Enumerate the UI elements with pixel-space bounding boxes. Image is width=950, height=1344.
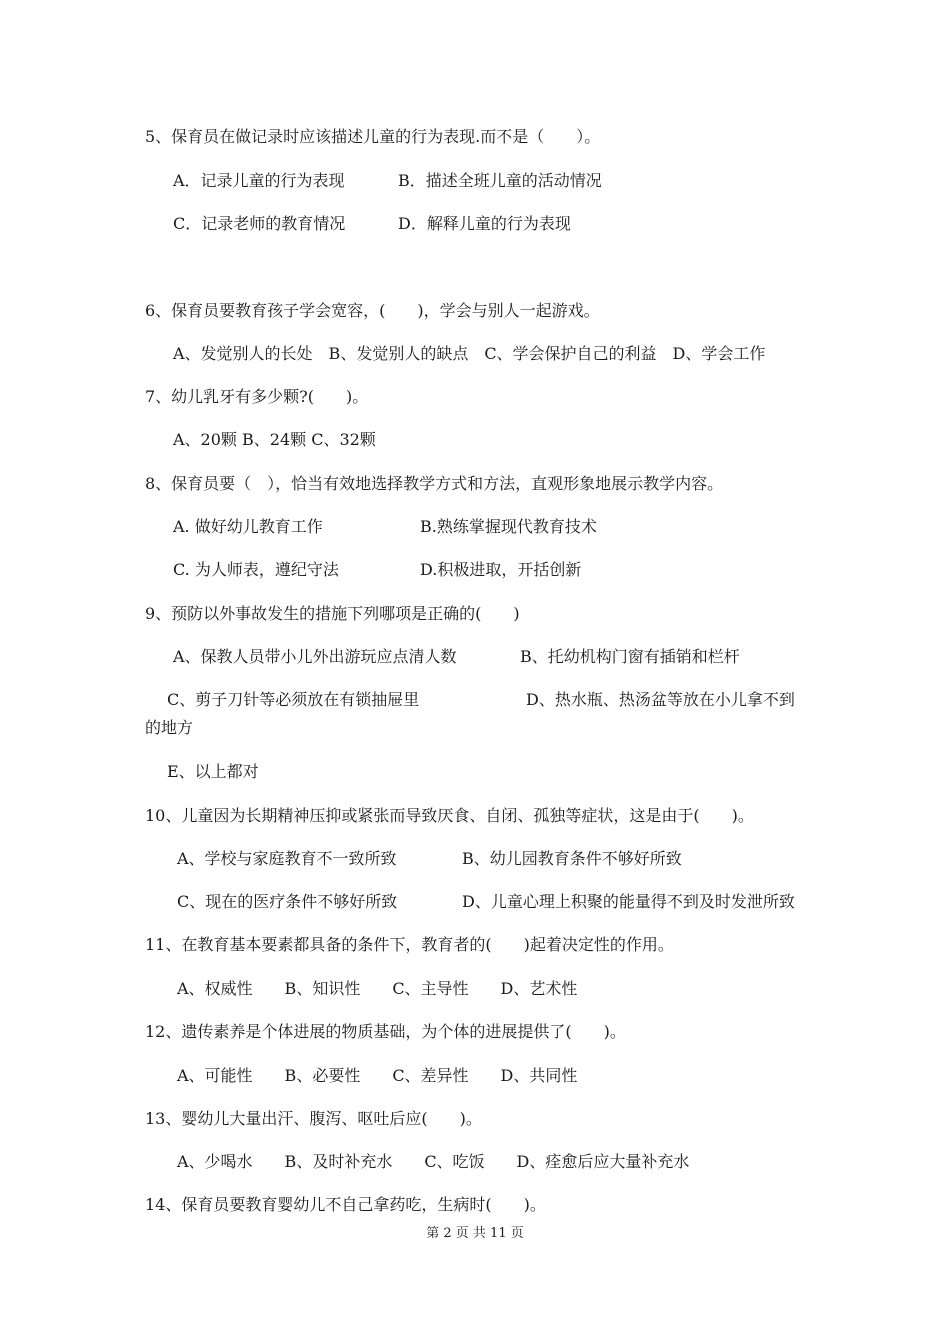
q14-stem: 14、保育员要教育婴幼儿不自己拿药吃，生病时( )。 (145, 1195, 546, 1214)
q9-option-d-continued: 的地方 (145, 718, 194, 737)
q8-option-d: D.积极进取，开括创新 (420, 560, 582, 579)
q11-options: A、权威性 B、知识性 C、主导性 D、艺术性 (177, 979, 578, 998)
page-number-footer: 第 2 页 共 11 页 (426, 1226, 524, 1241)
q8-stem: 8、保育员要（ ），恰当有效地选择教学方式和方法，直观形象地展示教学内容。 (145, 474, 724, 493)
q7-options: A、20颗 B、24颗 C、32颗 (173, 430, 376, 449)
q10-option-d: D、儿童心理上积聚的能量得不到及时发泄所致 (462, 892, 795, 911)
q5-option-c: C．记录老师的教育情况 (173, 214, 346, 233)
q5-option-d: D．解释儿童的行为表现 (398, 214, 571, 233)
q9-option-e: E、以上都对 (167, 762, 259, 781)
q10-option-b: B、幼儿园教育条件不够好所致 (462, 849, 682, 868)
q5-option-a: A．记录儿童的行为表现 (173, 171, 345, 190)
q8-option-c: C. 为人师表，遵纪守法 (173, 560, 339, 579)
q10-option-c: C、现在的医疗条件不够好所致 (177, 892, 398, 911)
q9-option-d: D、热水瓶、热汤盆等放在小儿拿不到 (526, 690, 795, 709)
q5-option-b: B．描述全班儿童的活动情况 (398, 171, 602, 190)
q12-options: A、可能性 B、必要性 C、差异性 D、共同性 (177, 1066, 578, 1085)
q9-option-c: C、剪子刀针等必须放在有锁抽屉里 (167, 690, 420, 709)
q13-stem: 13、婴幼儿大量出汗、腹泻、呕吐后应( )。 (145, 1109, 482, 1128)
q9-stem: 9、预防以外事故发生的措施下列哪项是正确的( ) (145, 604, 520, 623)
q5-stem: 5、保育员在做记录时应该描述儿童的行为表现.而不是（ ）。 (145, 127, 601, 146)
q6-options: A、发觉别人的长处 B、发觉别人的缺点 C、学会保护自己的利益 D、学会工作 (173, 344, 766, 363)
q13-options: A、少喝水 B、及时补充水 C、吃饭 D、痊愈后应大量补充水 (177, 1152, 690, 1171)
q12-stem: 12、遗传素养是个体进展的物质基础，为个体的进展提供了( )。 (145, 1022, 626, 1041)
q8-option-a: A. 做好幼儿教育工作 (173, 517, 323, 536)
q10-option-a: A、学校与家庭教育不一致所致 (177, 849, 397, 868)
q9-option-b: B、托幼机构门窗有插销和栏杆 (520, 647, 740, 666)
q10-stem: 10、儿童因为长期精神压抑或紧张而导致厌食、自闭、孤独等症状，这是由于( )。 (145, 806, 754, 825)
q9-option-a: A、保教人员带小儿外出游玩应点清人数 (173, 647, 457, 666)
q7-stem: 7、幼儿乳牙有多少颗?( )。 (145, 387, 369, 406)
q8-option-b: B.熟练掌握现代教育技术 (420, 517, 597, 536)
q11-stem: 11、在教育基本要素都具备的条件下，教育者的( )起着决定性的作用。 (145, 935, 674, 954)
q6-stem: 6、保育员要教育孩子学会宽容，( )，学会与别人一起游戏。 (145, 301, 600, 320)
